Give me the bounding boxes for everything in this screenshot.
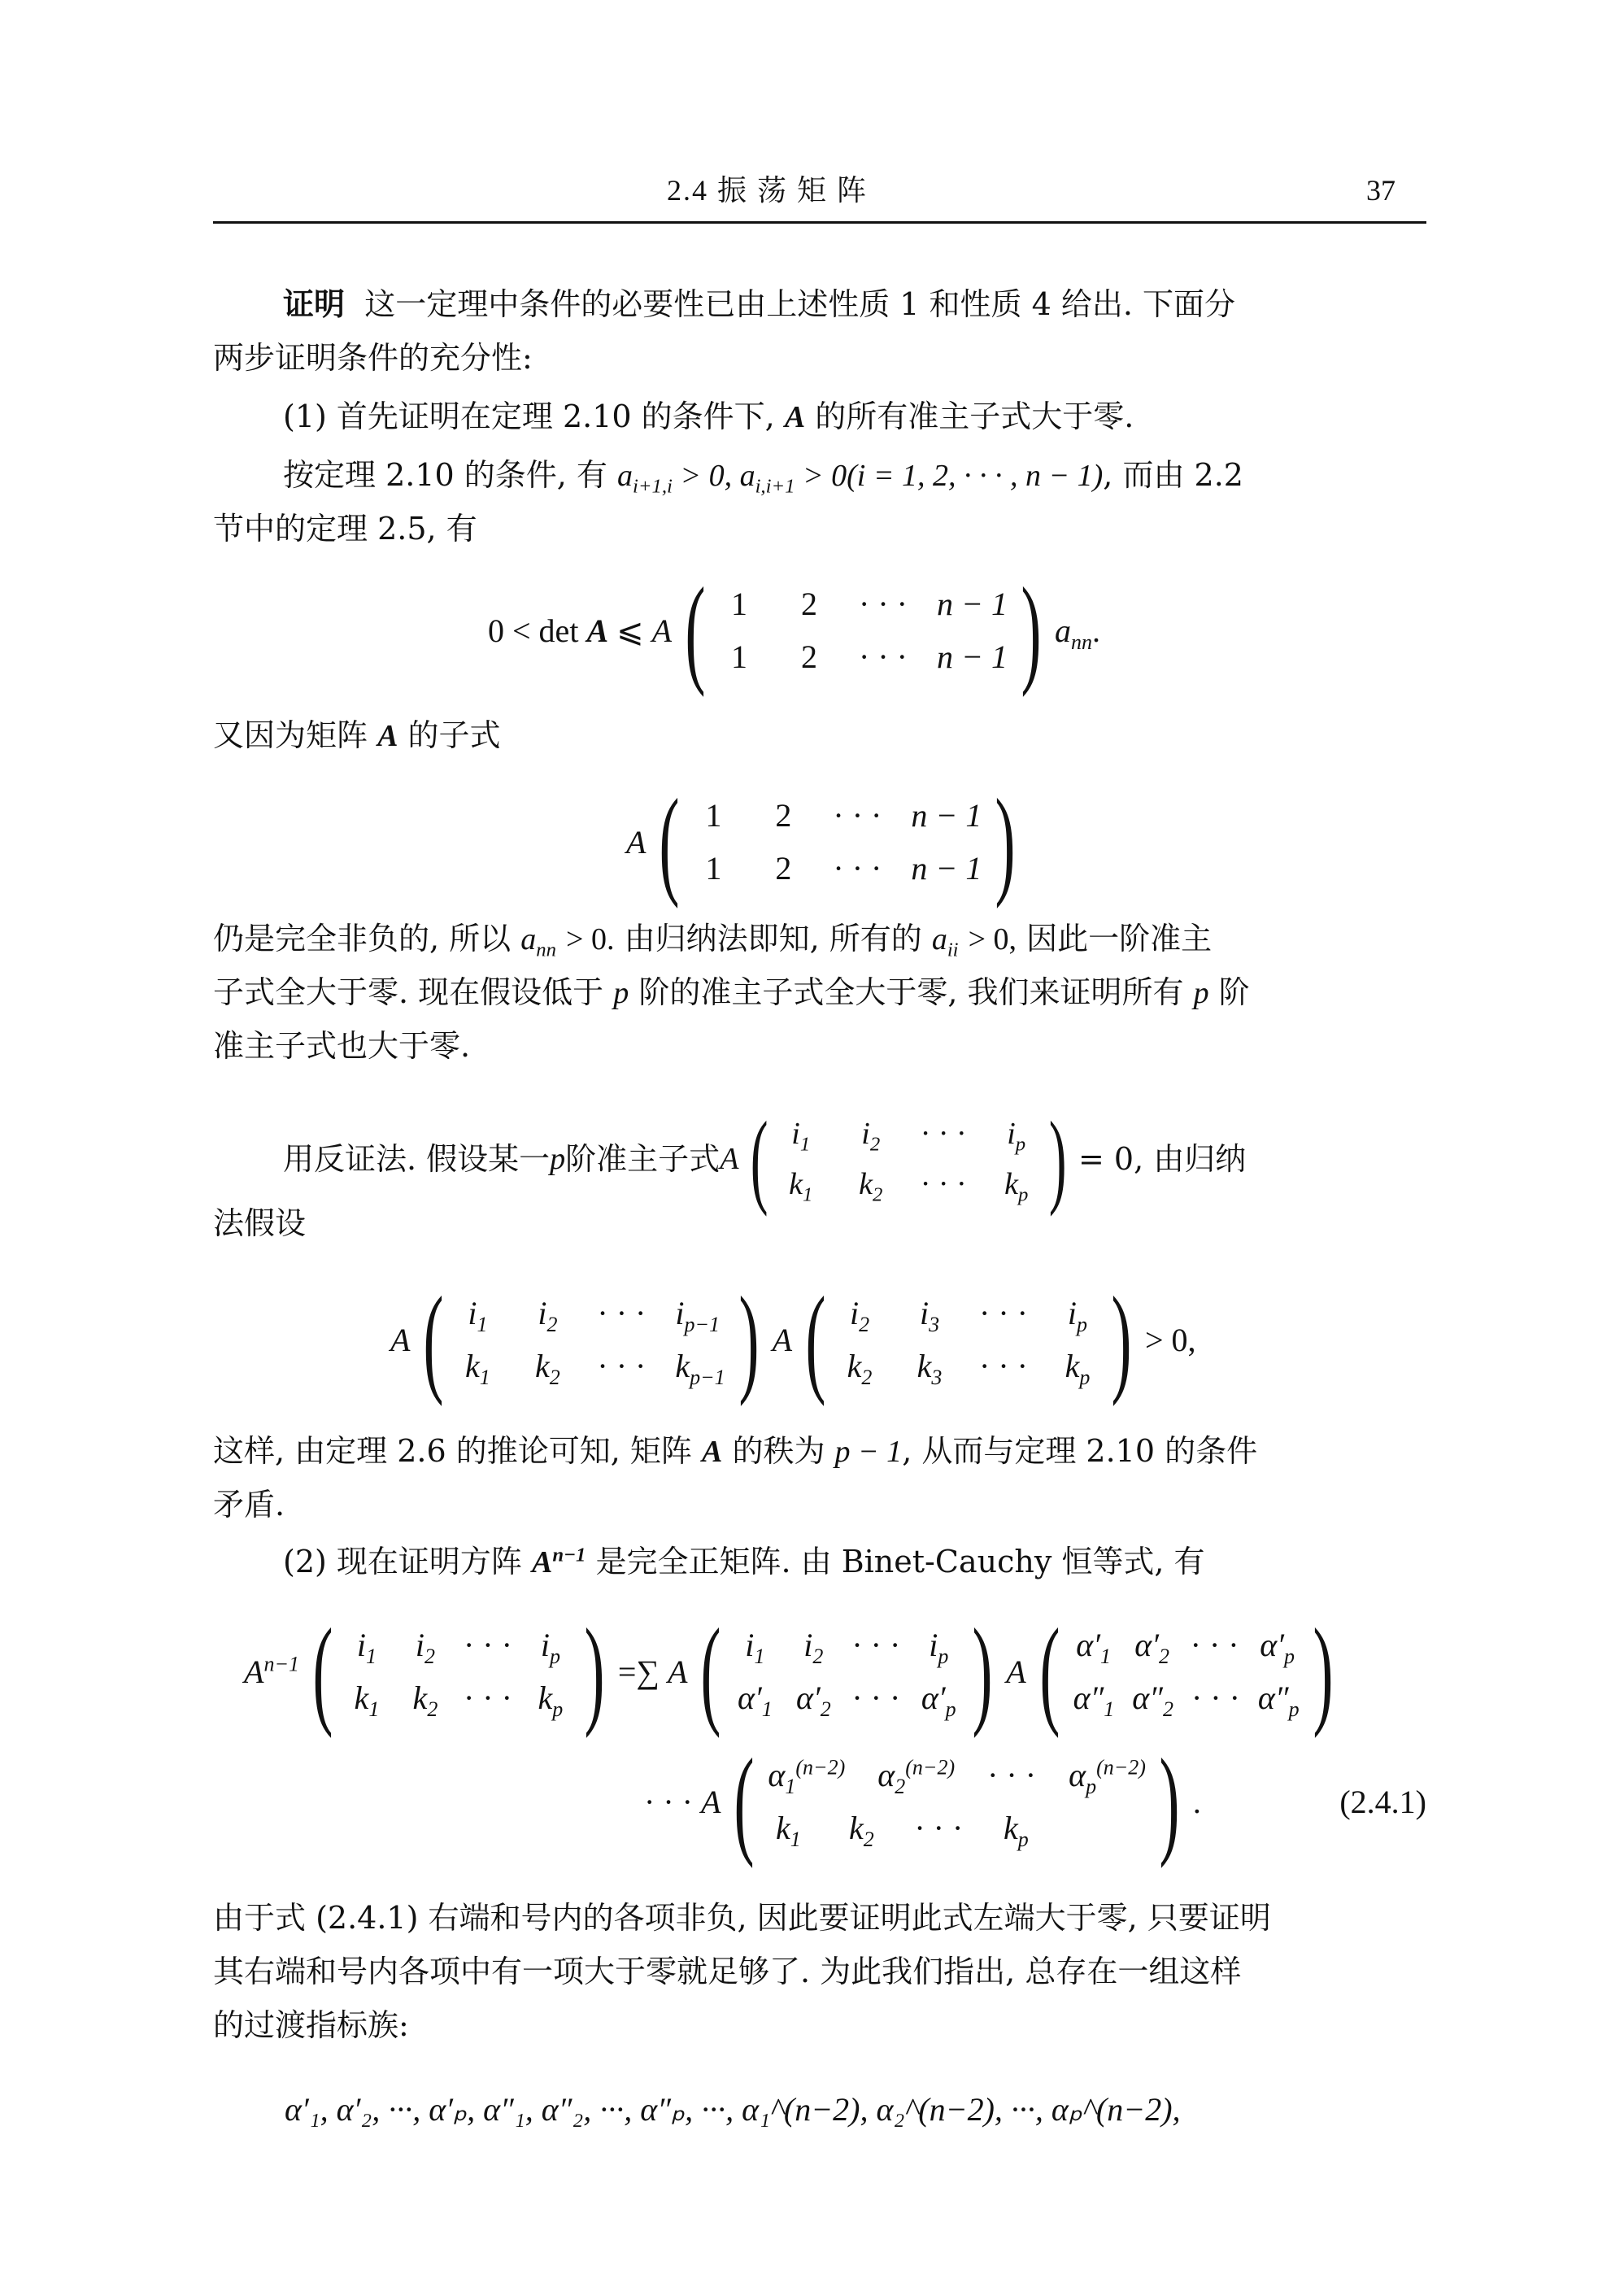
contradiction-paragraph: 用反证法. 假设某一 p 阶准主子式 A ( $i_1$ $i_2$ · · · $i_p$ $k_1$ $k_2$ · · · $k_p$ ) = 0, 由归纳 [283,1100,1247,1218]
equation-number: (2.4.1) [1339,1783,1426,1820]
binet-cauchy-equation-line-1: $A^{n-1}$ ( $i_1$ $i_2$ · · · $i_p$ $k_1$ $k_2$ · · · $k_p$ ) =∑ A ( $i_1$ $i_2$ · · · $i_p$ $\alpha'_1$ $\alpha'_2$ · · · $\alpha'_p$ ) A ( $\alpha'_1$ $\alpha'_2$ · · · $\alpha'_p$ $\alpha''_1$ $\alpha''_2$ · · · $\alpha''_p$ ) [244,1604,1334,1739]
condition-formula: $a_{i+1,i} > 0$, $a_{i,i+1} > 0(i = 1$, 2, · · · , n − 1) [617,459,1104,498]
conclusion-paragraph-line-1: 由于式 (2.4.1) 右端和号内的各项非负, 因此要证明此式左端大于零, 只要证明 [213,1900,1271,1936]
step-one-paragraph: (1) 首先证明在定理 2.10 的条件下, A 的所有准主子式大于零. [283,399,1134,434]
transition-index-families: α′₁, α′₂, ···, α′ₚ, α″₁, α″₂, ···, α″ₚ, ···, α₁^(n−2), α₂^(n−2), ···, αₚ^(n−2), [285,2091,1181,2128]
running-header-section: 2.4 振 荡 矩 阵 [667,174,869,207]
matrix-symbol: A [784,400,806,434]
binet-cauchy-equation-line-2: · · · A ( $\alpha_1^{(n-2)}$ $\alpha_2^{(n-2)}$ · · · $\alpha_p^{(n-2)}$ $k_1$ $k_2$ · · · $k_p$ ) . (2.4.1) [644,1734,1426,1869]
page-number: 37 [1366,174,1395,207]
rank-paragraph: 这样, 由定理 2.6 的推论可知, 矩阵 A 的秩为 p − 1, 从而与定理 2.10 的条件 [213,1433,1258,1469]
proof-text: 这一定理中条件的必要性已由上述性质 1 和性质 4 给出. 下面分 [364,286,1236,322]
header-rule [213,221,1426,224]
conclusion-paragraph-line-3: 的过渡指标族: [213,2007,409,2043]
contradiction-paragraph-line-2: 法假设 [213,1205,307,1241]
induction-paragraph-line-2: 子式全大于零. 现在假设低于 p 阶的准主子式全大于零, 我们来证明所有 p 阶 [213,974,1250,1010]
determinant-inequality: 0 < det A ⩽ A ( 1 2 · · · n − 1 1 2 · · · n − 1 ) $a_{nn}$ . [488,563,1100,698]
proof-label: 证明 [283,285,346,322]
induction-product-inequality: A ( $i_1$ $i_2$ · · · $i_{p-1}$ $k_1$ $k_2$ · · · $k_{p-1}$ ) A ( $i_2$ $i_3$ · · · $i_p$ $k_2$ $k_3$ · · · $k_p$ ) > 0, [390,1272,1196,1407]
rank-paragraph-line-2: 矛盾. [213,1487,285,1523]
induction-paragraph-line-1: 仍是完全非负的, 所以 $a_{nn} > 0$. 由归纳法即知, 所有的 $a_{ii} > 0$, 因此一阶准主 [213,921,1213,961]
conclusion-paragraph-line-2: 其右端和号内各项中有一项大于零就足够了. 为此我们指出, 总存在一组这样 [213,1954,1242,1989]
condition-paragraph: 按定理 2.10 的条件, 有 $a_{i+1,i} > 0$, $a_{i,i+1} > 0(i = 1$, 2, · · · , n − 1), 而由 2.2 [283,457,1243,498]
induction-paragraph-line-3: 准主子式也大于零. [213,1028,471,1064]
step-two-paragraph: (2) 现在证明方阵 $A^{n-1}$ 是完全正矩阵. 由 Binet-Cauchy 恒等式, 有 [283,1544,1205,1579]
submatrix-minor: A ( 1 2 · · · n − 1 1 2 · · · n − 1 ) [626,774,1016,909]
proof-paragraph-line-2: 两步证明条件的充分性: [213,340,533,376]
proof-paragraph-line-1 [213,286,1426,322]
submatrix-paragraph: 又因为矩阵 A 的子式 [213,717,501,753]
condition-paragraph-line-2: 节中的定理 2.5, 有 [213,511,477,547]
